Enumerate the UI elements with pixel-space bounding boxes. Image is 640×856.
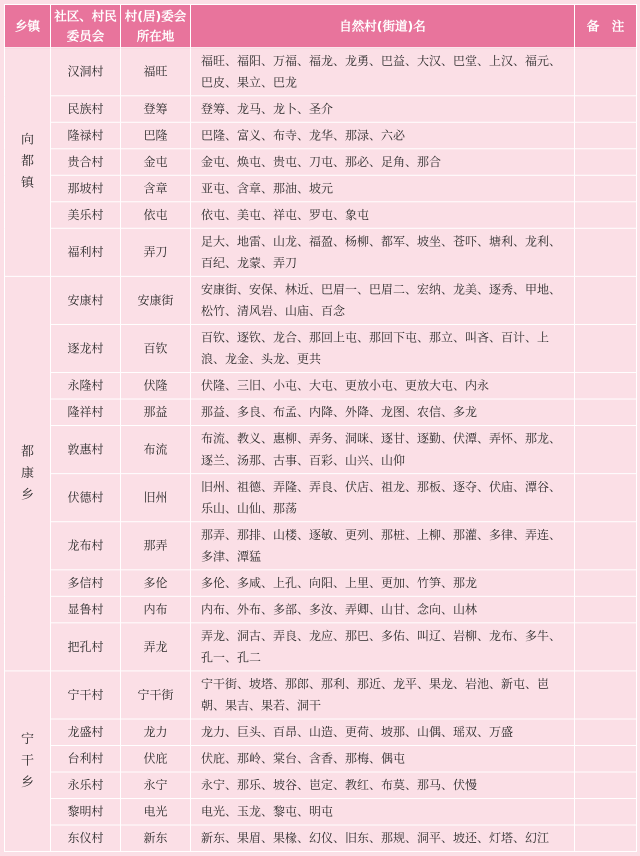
community-cell: 汉洞村 <box>51 48 121 96</box>
seat-cell: 布流 <box>121 426 191 474</box>
seat-cell: 永宁 <box>121 772 191 799</box>
community-cell: 永隆村 <box>51 373 121 400</box>
villages-cell: 亚屯、含章、那油、坡元 <box>191 175 575 202</box>
villages-cell: 永宁、那乐、坡谷、岜定、教红、布莫、那马、伏慢 <box>191 772 575 799</box>
note-cell <box>575 671 637 719</box>
villages-cell: 福旺、福阳、万福、福龙、龙勇、巴益、大汉、巴堂、上汉、福元、巴皮、果立、巴龙 <box>191 48 575 96</box>
villages-cell: 依屯、美屯、祥屯、罗屯、象屯 <box>191 202 575 229</box>
villages-cell: 登筹、龙马、龙卜、圣介 <box>191 96 575 123</box>
note-cell <box>575 596 637 623</box>
table-row <box>5 570 637 597</box>
note-cell <box>575 746 637 773</box>
table-body <box>5 48 637 852</box>
note-cell <box>575 623 637 671</box>
note-cell <box>575 149 637 176</box>
note-cell <box>575 276 637 324</box>
community-cell: 隆祥村 <box>51 399 121 426</box>
community-cell: 那坡村 <box>51 175 121 202</box>
table-row <box>5 122 637 149</box>
seat-cell: 伏隆 <box>121 373 191 400</box>
village-table <box>4 4 637 852</box>
community-cell: 台利村 <box>51 746 121 773</box>
table-row <box>5 623 637 671</box>
villages-cell: 弄龙、洞古、弄良、龙应、那巴、多佑、叫辽、岩柳、龙布、多牛、孔一、孔二 <box>191 623 575 671</box>
note-cell <box>575 570 637 597</box>
community-cell: 宁干村 <box>51 671 121 719</box>
seat-cell: 多伦 <box>121 570 191 597</box>
seat-cell: 含章 <box>121 175 191 202</box>
community-cell: 黎明村 <box>51 799 121 826</box>
township-name: 向都镇 <box>20 132 34 191</box>
table-header-row <box>5 4 637 47</box>
note-cell <box>575 426 637 474</box>
villages-cell: 多伦、多咸、上孔、向阳、上里、更加、竹笋、那龙 <box>191 570 575 597</box>
seat-cell: 龙力 <box>121 719 191 746</box>
seat-cell: 巴隆 <box>121 122 191 149</box>
table-row <box>5 746 637 773</box>
table-row <box>5 596 637 623</box>
community-cell: 把孔村 <box>51 623 121 671</box>
community-cell: 隆禄村 <box>51 122 121 149</box>
community-cell: 龙盛村 <box>51 719 121 746</box>
seat-cell: 金屯 <box>121 149 191 176</box>
villages-cell: 新东、果眉、果椽、幻仪、旧东、那规、洞平、坡还、灯塔、幻江 <box>191 825 575 852</box>
seat-cell: 百钦 <box>121 324 191 372</box>
table-row <box>5 399 637 426</box>
table-row <box>5 522 637 570</box>
villages-cell: 伏庇、那岭、棠台、含香、那梅、偶屯 <box>191 746 575 773</box>
villages-cell: 内布、外布、多部、多汝、弄卿、山甘、念向、山林 <box>191 596 575 623</box>
township-cell <box>5 276 51 671</box>
note-cell <box>575 48 637 96</box>
seat-cell: 那益 <box>121 399 191 426</box>
villages-cell: 安康街、安保、林近、巴眉一、巴眉二、宏纳、龙美、逐秀、甲地、松竹、清风岩、山庙、百念 <box>191 276 575 324</box>
header-township: 乡镇 <box>5 4 51 47</box>
note-cell <box>575 96 637 123</box>
villages-cell: 布流、教义、惠柳、弄务、洞咪、逐甘、逐勤、伏潭、弄怀、那龙、逐兰、汤那、古事、百彩、山兴、山仰 <box>191 426 575 474</box>
villages-cell: 金屯、焕屯、贵屯、刀屯、那必、足角、那合 <box>191 149 575 176</box>
seat-cell: 弄刀 <box>121 228 191 276</box>
note-cell <box>575 772 637 799</box>
header-villages: 自然村(街道)名 <box>191 4 575 47</box>
villages-cell: 电光、玉龙、黎屯、明屯 <box>191 799 575 826</box>
table-row <box>5 373 637 400</box>
note-cell <box>575 373 637 400</box>
township-cell <box>5 671 51 852</box>
table-row <box>5 175 637 202</box>
table-row <box>5 825 637 852</box>
table-row <box>5 671 637 719</box>
seat-cell: 安康街 <box>121 276 191 324</box>
community-cell: 龙布村 <box>51 522 121 570</box>
seat-cell: 那弄 <box>121 522 191 570</box>
seat-cell: 登筹 <box>121 96 191 123</box>
community-cell: 显鲁村 <box>51 596 121 623</box>
note-cell <box>575 122 637 149</box>
villages-cell: 足大、地雷、山龙、福盈、杨柳、都军、坡坐、苍吓、塘利、龙利、百纪、龙蒙、弄刀 <box>191 228 575 276</box>
community-cell: 伏德村 <box>51 474 121 522</box>
header-community: 社区、村民委员会 <box>51 4 121 47</box>
community-cell: 永乐村 <box>51 772 121 799</box>
note-cell <box>575 825 637 852</box>
table-row <box>5 474 637 522</box>
table-row <box>5 719 637 746</box>
note-cell <box>575 175 637 202</box>
note-cell <box>575 202 637 229</box>
seat-cell: 新东 <box>121 825 191 852</box>
community-cell: 民族村 <box>51 96 121 123</box>
villages-cell: 宁干街、坡塔、那郎、那利、那近、龙平、果龙、岩池、新屯、岜朝、果吉、果若、洞干 <box>191 671 575 719</box>
seat-cell: 伏庇 <box>121 746 191 773</box>
header-note: 备 注 <box>575 4 637 47</box>
community-cell: 东仪村 <box>51 825 121 852</box>
table-row <box>5 149 637 176</box>
note-cell <box>575 522 637 570</box>
community-cell: 敦惠村 <box>51 426 121 474</box>
seat-cell: 内布 <box>121 596 191 623</box>
township-name: 都康乡 <box>20 444 34 503</box>
seat-cell: 依屯 <box>121 202 191 229</box>
community-cell: 美乐村 <box>51 202 121 229</box>
community-cell: 多信村 <box>51 570 121 597</box>
seat-cell: 旧州 <box>121 474 191 522</box>
villages-cell: 百钦、逐钦、龙合、那回上屯、那回下屯、那立、叫吝、百计、上浪、龙金、头龙、更共 <box>191 324 575 372</box>
seat-cell: 弄龙 <box>121 623 191 671</box>
villages-cell: 那弄、那排、山楼、逐敏、更列、那桩、上柳、那灌、多律、弄连、多津、潭猛 <box>191 522 575 570</box>
table-row <box>5 202 637 229</box>
note-cell <box>575 399 637 426</box>
note-cell <box>575 719 637 746</box>
table-row <box>5 799 637 826</box>
note-cell <box>575 228 637 276</box>
table-row <box>5 426 637 474</box>
note-cell <box>575 324 637 372</box>
seat-cell: 福旺 <box>121 48 191 96</box>
villages-cell: 伏隆、三旧、小屯、大屯、更放小屯、更放大屯、内永 <box>191 373 575 400</box>
seat-cell: 电光 <box>121 799 191 826</box>
villages-cell: 那益、多良、布孟、内降、外降、龙图、农信、多龙 <box>191 399 575 426</box>
header-seat: 村(居)委会所在地 <box>121 4 191 47</box>
villages-cell: 巴隆、富义、布寺、龙华、那渌、六必 <box>191 122 575 149</box>
table-row <box>5 772 637 799</box>
seat-cell: 宁干街 <box>121 671 191 719</box>
community-cell: 安康村 <box>51 276 121 324</box>
township-name: 宁干乡 <box>20 731 34 790</box>
table-row <box>5 324 637 372</box>
note-cell <box>575 799 637 826</box>
note-cell <box>575 474 637 522</box>
table-row <box>5 276 637 324</box>
table-row <box>5 228 637 276</box>
community-cell: 福利村 <box>51 228 121 276</box>
community-cell: 贵合村 <box>51 149 121 176</box>
township-cell <box>5 48 51 277</box>
community-cell: 逐龙村 <box>51 324 121 372</box>
table-row <box>5 96 637 123</box>
villages-cell: 旧州、祖德、弄隆、弄良、伏店、祖龙、那板、逐夺、伏庙、潭谷、乐山、山仙、那荡 <box>191 474 575 522</box>
table-row <box>5 48 637 96</box>
villages-cell: 龙力、巨头、百昂、山造、更荷、坡那、山偶、瑶双、万盛 <box>191 719 575 746</box>
